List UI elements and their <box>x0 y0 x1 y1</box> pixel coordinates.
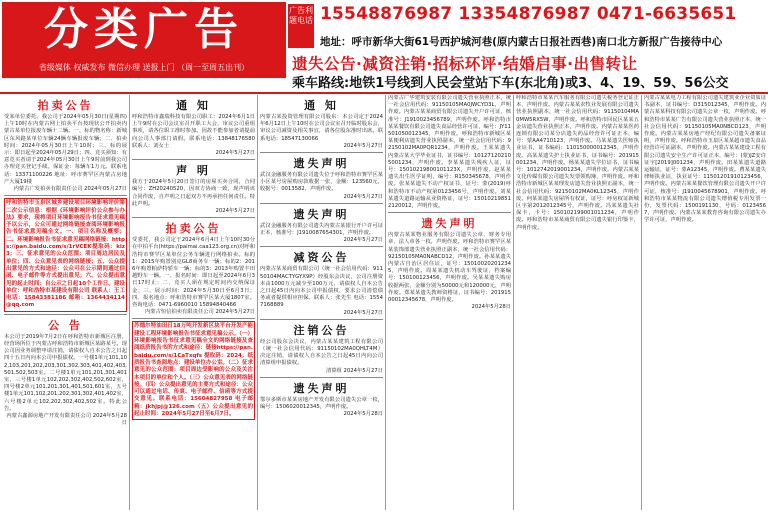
notice-body: 经公司股东会决议，内蒙古某某建筑工程有限公司（统一社会信用代码：91150102MA0QHLT4M）决定注销，请债权人自本公告之日起45日内向公司清算组申报债权。 <box>260 338 383 367</box>
notice-signature: 2024年5月27日 <box>215 208 255 215</box>
notice-block <box>4 317 127 428</box>
bus-route: 乘车路线:地铁1号线到人民会堂站下车(东北角)或3、4、19、59、56公交 <box>292 76 729 91</box>
notice-divider <box>260 203 383 204</box>
notice-signature: 2024年5月27日 <box>215 150 255 157</box>
notice-divider <box>260 152 383 153</box>
notice-column-5 <box>514 95 642 510</box>
masthead-subtitle: 省级媒体 权威发布 微信办理 送报上门 （周一至周五出刊） <box>38 63 250 72</box>
hotline-tag: 广告利题电话 <box>288 4 314 48</box>
notice-body: 呼和浩特市某某汽车服务有限公司遗失税务登记证正本，声明作废。内蒙古某某农牧业发展有限公司遗失营业执照副本，统一社会信用代码：91150104MA0MW5RX5W，声明作废。呼和浩特市回民区某某五金店遗失营业执照正本，声明作废。内蒙古某某医药连锁有限公司某分店遗失药品经营许可证正本，编号：蒙AA4710123，声明作废。马某某遗失医师执业证书，证书编码：110150000012345，声明作废。高某某遗失护士执业证书，证书编号：201915001234，声明作废。杨某某遗失学位证书，证书编号：1012742019001234，声明作废。内蒙古某某文化传媒有限公司遗失发票领购簿，声明作废。呼和浩特市新城区某某理发店遗失营业执照正副本，统一社会信用代码：92150102MA0KL12345，声明作废。何某某遗失房屋所有权证，证号：呼房权证新城区字第2012012345号，声明作废。冯某某遗失社保卡，卡号：150102199001011234，声明作废。呼和浩特市某某商贸有限公司遗失银行印鉴卡，声明作废。 <box>516 95 639 231</box>
notice-signature: 2024年5月27日 <box>343 142 383 149</box>
page-header <box>0 0 768 94</box>
notice-block <box>644 95 766 225</box>
notice-title: 遗失声明 <box>293 207 350 221</box>
notice-block <box>132 321 255 420</box>
notice-divider <box>260 377 383 378</box>
notice-block <box>260 206 383 245</box>
notice-body: 鄂尔多斯市某某房地产开发有限公司遗失公章一枚，编号：1506020012345，声明作废。 <box>260 396 383 411</box>
notice-signature: 2024年5月27日 <box>343 309 383 316</box>
header-divider <box>0 92 768 94</box>
notice-title: 拍卖公告 <box>165 222 222 236</box>
notice-body: 武汉金融服务有限公司遗失内蒙古某银行开户许可证正本，核准号：J1910087654301，声明作废。 <box>260 222 383 237</box>
notice-signature: 2024年5月28日 <box>471 304 511 311</box>
notice-body: 内蒙古某某电力工程有限公司遗失建筑业企业资质证书副本，证书编号：D315012345，声明作废。内蒙古某某科技有限公司遗失公章一枚，声明作废。呼和浩特市某某广告有限公司遗失营业执照正本，统一社会信用代码：91150105MA0NBCD123，声明作废。内蒙古某某房地产经纪有限公司遗失备案证明，声明作废。呼和浩特市玉泉区某某超市遗失食品经营许可证副本，声明作废。内蒙古某某建设工程有限公司遗失安全生产许可证正本，编号：(蒙)JZ安许证字[2019]001234，声明作废。田某某遗失道路运输证，证号：蒙A12345，声明作废。曹某某遗失律师执业证，执业证号：11501201910123456，声明作废。内蒙古某某餐饮管理有限公司遗失开户许可证，核准号：J1910045678901，声明作废。呼和浩特市某某物流有限公司遗失增值税专用发票一份，发票代码：1500191130，号码：01234567，声明作废。内蒙古某某教育咨询有限公司遗失办学许可证，声明作废。 <box>644 95 766 224</box>
notice-title: 公 告 <box>48 318 83 332</box>
notice-signature: 清算组 2024年5月27日 <box>325 367 383 374</box>
notice-signature: 内蒙古鑫源房地产开发有限责任公司 2024年5月28日 <box>6 412 127 427</box>
notice-block <box>260 322 383 375</box>
notice-title: 遗失声明 <box>293 381 350 395</box>
notice-divider <box>132 159 255 160</box>
office-address: 地址：呼市新华大街61号西护城河巷(原内蒙古日报社西巷)南口北方新报广告接待中心 <box>320 36 723 48</box>
notice-divider <box>132 217 255 218</box>
notice-column-4 <box>386 95 514 510</box>
notice-title: 声 明 <box>176 164 211 178</box>
notice-title: 注销公告 <box>293 323 350 337</box>
notice-block <box>388 215 511 311</box>
notice-body: 苏德尔特油田日18万吨开发新区块平台开发产能建设工程环境影响报告书征求意见稿公示。（一）环境影响报告书征求意见稿全文的网络链接及查阅纸质报告书的方式和途径：链接https://pan.baidu.com/s/1CaTxqfs 提取码：2024；纸质报告书查阅地点：建设单位办公室。（二）征求意见的公众范围：项目周边受影响的公众及关注本项目的单位和个人。（三）公众意见表的网络链接。（四）公众提出意见的主要方式和途径：公众可以通过电话、传真、电子邮件、信函等方式提交意见。联系电话：15604827958 电子邮箱：jkhjpj@126.com（五）公众提出意见的起止时间：2024年5月27日至6月7日。 <box>134 323 253 418</box>
notice-block <box>132 220 255 316</box>
notice-signature: 2024年5月28日 <box>343 411 383 418</box>
notice-body: 武汉金融服务有限公司遗失位于呼和浩特市赛罕区某小区某号房屋购房款收据一张，金额：123560元，收据号：0013582，声明作废。 <box>260 172 383 193</box>
notice-block <box>260 249 383 316</box>
notice-body: 受委托，我公司定于2024年6月4日上午10时30分在中拍平台(https://paimai.caa123.org.cn)对呼和浩特市赛罕区某单位公务车辆进行网络拍卖。标的1：2015年购置别克GL8商务车一辆；标的2：2016年购置帕萨特轿车一辆；标的3：2013年购置丰田越野车一辆。一、报名时间：即日起至2024年6月3日17时止；二、竞买人须在规定时间内交纳保证金；三、展示时间：2024年5月30日至6月3日；四、报名地点：呼和浩特市赛罕区某大厦1807室。咨询电话：0471-6960010 15894840466 <box>132 237 255 309</box>
notice-title: 拍卖公告 <box>37 99 94 112</box>
notice-body: 呼和浩特市玉泉区城乡建设项目环境影响评价第二次公示信息：根据《环境影响评价公众参与办法》要求，现将项目环境影响报告书征求意见稿予以公示，公众可通过网络链接查阅环境影响报告书征求意见稿全文。一、项目名称及概要；二、环境影响报告书征求意见稿网络链接：https://pan.baidu.com/s/1rVCEK提取码：kiz3；三、征求意见的公众范围：项目周边居民及单位；四、公众意见表的网络链接；五、公众提出意见的方式和途径：公众可在公示期间通过信函、电子邮件等方式提出意见；六、公众提出意见的起止时间：自公示之日起10个工作日。建设单位：呼和浩特市某建设有限公司 联系人：王工 电话：15843381186 邮箱：1364434114@qq.com <box>6 200 125 309</box>
notice-divider <box>132 318 255 319</box>
notice-block <box>516 95 639 232</box>
masthead-logo <box>2 2 286 78</box>
masthead-title: 分类广告 <box>44 4 244 55</box>
notice-block <box>4 97 127 193</box>
notice-signature: 2024年5月27日 <box>343 237 383 244</box>
notice-body: 受某单位委托，我公司于2024年05月30日(星期四)上午10时在内蒙古网上拍卖平台按现状公开拍卖内蒙古某单位报废车辆十二辆。一、标的物名称：新城区东风路某单位车辆24辆车辆报废车辆；二、拍卖时间：2024年05月30日上午10时；三、标的展示：即日起至2024年05月29日；四、竞买须知：有意竞买者请于2024年05月30日上午9时前到我公司办理竞买登记手续。保证金：每辆车1万元。联系电话：13371100226 地址：呼市赛罕区内蒙古房地产大厦19楼 <box>4 114 127 185</box>
notice-signature: 内蒙古恒信拍卖有限责任公司 2024年5月27日 <box>144 309 255 316</box>
notice-signature: 内蒙古广发拍卖有限责任公司 2024年05月27日 <box>13 186 127 193</box>
notice-column-2 <box>130 95 258 510</box>
notice-column-1 <box>2 95 130 510</box>
notice-body: 内蒙古某投资管理有限公司股东：本公司定于2024年6月12日上午10时在公司会议室召开临时股东会，审议公司减资及相关事宜，请各位股东准时出席。联系电话：18547130066 <box>260 114 383 142</box>
notice-body: 我方于2024年5月20日签订的房屋买卖合同，合同编号：ZH20240520，因双方协商一致，现声明该合同作废，自声明之日起双方不再承担任何责任。特此声明。 <box>132 179 255 207</box>
notice-block <box>132 162 255 215</box>
notice-divider <box>260 246 383 247</box>
notice-block <box>388 95 511 210</box>
notice-block <box>260 97 383 150</box>
notice-body: 本公司于2019年7月2日在呼和浩特市新城区注册，经营场所位于内蒙古呼和浩特市新城区某路某号。现公司因业务调整申请注销，请债权人自本公告之日起四十五日内向本公司申报债权。一号楼1单元101,102,103,201,202,203,301,302,303,401,402,403,501,502,503室。二号楼1单元101,201,301,401室，三号楼1单元102,202,302,402,502,602室，四号楼2单元101,201,301,401,501,601室，五号楼1单元101,102,201,202,301,302,401,402室，六号楼2单元102,202,302,402,502室。特此公告。 <box>4 333 127 412</box>
notice-divider <box>260 319 383 320</box>
notice-block <box>4 198 127 311</box>
notice-body: 呼和浩特市鑫瑞科技有限公司职工：2024年6月1日上午9时在公司会议室召开职工大会，审议公司重组事项，请各位职工准时参加。因故不能参加者请提前向公司人事部门请假。联系电话：13848176580 联系人：刘女士 <box>132 114 255 149</box>
notice-block <box>132 97 255 157</box>
notice-title: 遗失声明 <box>293 157 350 171</box>
notice-block <box>260 380 383 419</box>
notice-signature: 2024年5月27日 <box>343 193 383 200</box>
notice-block <box>260 155 383 201</box>
notice-body: 内蒙古某某商贸有限公司（统一社会信用代码：91150104MACTYGYX9P）经股东会决议，公司注册资本由1000万元减少至100万元，请债权人自本公告之日起45日内向本公司申报债权，要求公司清偿债务或者提供相应担保。联系人：张先生 电话：15547168889 <box>260 266 383 309</box>
notice-title: 遗失声明 <box>421 217 478 231</box>
hotline-phones: 15548876987 13354876987 0471-6635651 <box>320 4 737 24</box>
notice-column-6 <box>642 95 768 510</box>
notice-title: 通 知 <box>176 99 211 112</box>
notice-divider <box>388 212 511 213</box>
notice-column-3 <box>258 95 386 510</box>
notice-divider <box>4 314 127 315</box>
notice-body: 内蒙古某某物业服务有限公司遗失公章、财务专用章、法人章各一枚，声明作废。呼和浩特市赛罕区某某装饰部遗失营业执照正副本，统一社会信用代码：92150105MA0NABCD12，声明作废。孙某某遗失内蒙古自治区居住证，证号：150100202012345，声明作废。周某某遗失机动车驾驶证，档案编号：150100123456，声明作废。吴某某遗失购房收据两张，金额分别为50000元和120000元，声明作废。郑某某遗失教师资格证，证书编号：20191500012345678，声明作废。 <box>388 232 511 304</box>
notice-title: 减资公告 <box>293 251 350 265</box>
notice-divider <box>4 195 127 196</box>
service-slogan: 遗失公告·减资注销·招标环评·结婚启事·出售转让 <box>292 55 638 73</box>
notice-title: 通 知 <box>304 99 339 112</box>
notice-body: 内蒙古广华建筑安装有限公司遗失营业执照正本，统一社会信用代码：91150105MA0JWCYD3L，声明作废。内蒙古某某商贸有限公司遗失开户许可证，核准号：J1910023456789，声明作废。呼和浩特市某某餐饮有限公司遗失食品经营许可证，编号：JY11501050012345，声明作废。呼和浩特市新城区某某便利店遗失营业执照副本，统一社会信用代码：92150102MA0PQR1234，声明作废。王某某遗失内蒙古某大学毕业证书，证书编号：101271202105001234，声明作废。李某某遗失残疾人证，证号：15010219800101123X，声明作废。赵某某遗失出生医学证明，编号：R150345678，声明作废。张某某遗失不动产权证书，证号：蒙(2019)呼和浩特市不动产权第0123456号，声明作废。刘某某遗失道路运输从业资格证，证号：150102198512120012，声明作废。 <box>388 95 511 210</box>
